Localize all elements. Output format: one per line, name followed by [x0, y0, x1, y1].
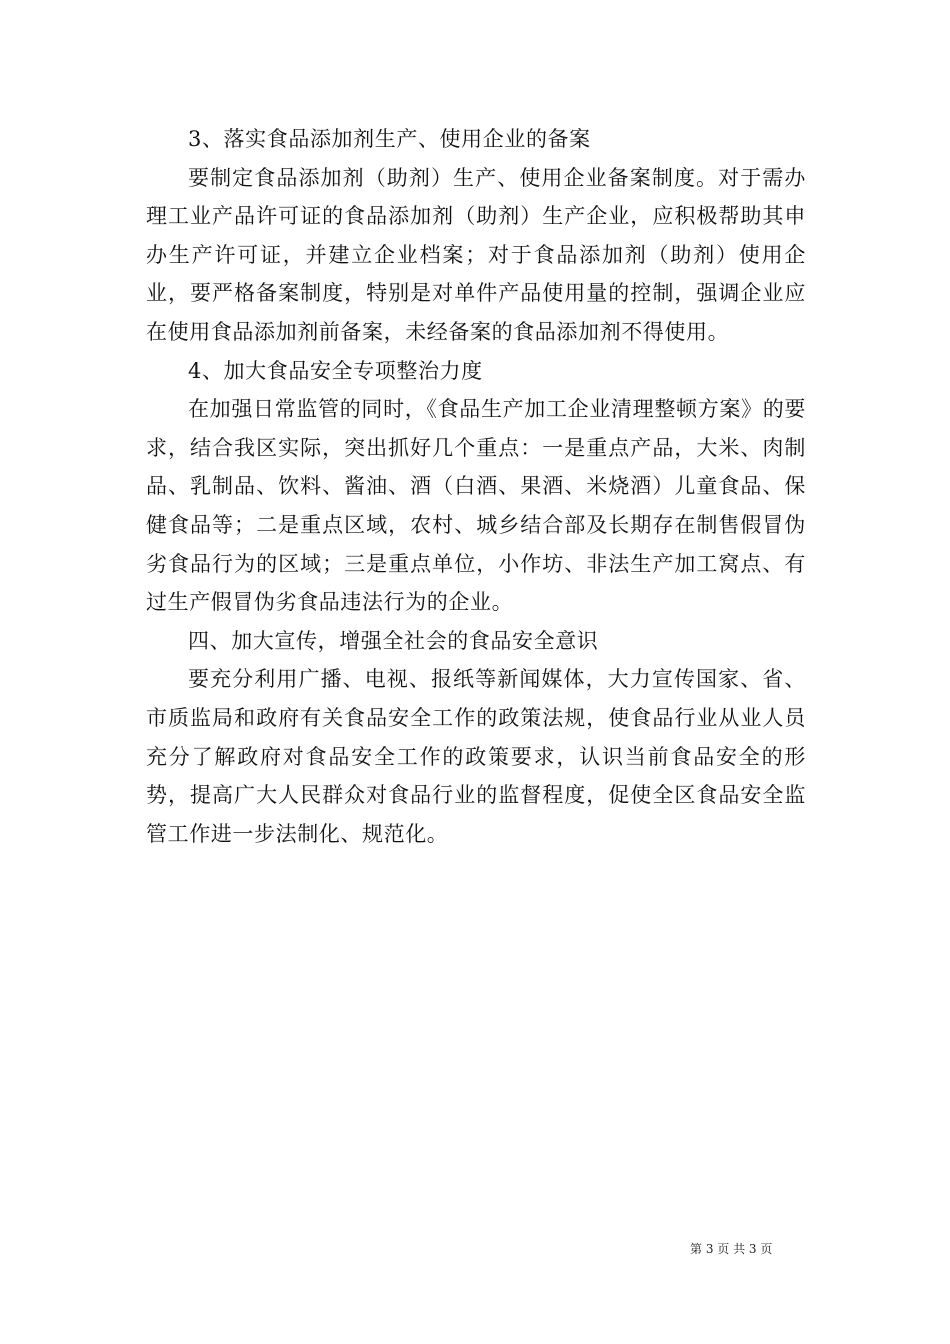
- page-number-footer: 第 3 页 共 3 页: [690, 1242, 773, 1256]
- section-heading-3: 3、落实食品添加剂生产、使用企业的备案: [188, 127, 591, 151]
- paragraph-filing-system: 要制定食品添加剂（助剂）生产、使用企业备案制度。对于需办理工业产品许可证的食品添加剂（助剂）生产企业，应积极帮助其申办生产许可证，并建立企业档案；对于食品添加剂（助剂）使用企业，要严格备案制度，特别是对单件产品使用量的控制，强调企业应在使用食品添加剂前备案，未经备案的食品添加剂不得使用。: [146, 165, 806, 344]
- document-body: [146, 120, 806, 853]
- section-heading-4: 4、加大食品安全专项整治力度: [188, 358, 483, 383]
- paragraph-special-rectification: 在加强日常监管的同时，《食品生产加工企业清理整顿方案》的要求，结合我区实际，突出抓好几个重点：一是重点产品，大米、肉制品、乳制品、饮料、酱油、酒（白酒、果酒、米烧酒）儿童食品、保健食品等；二是重点区域，农村、城乡结合部及长期存在制售假冒伪劣食品行为的区域；三是重点单位，小作坊、非法生产加工窝点、有过生产假冒伪劣食品违法行为的企业。: [146, 397, 806, 615]
- section-heading-publicity: 四、加大宣传，增强全社会的食品安全意识: [188, 628, 599, 653]
- paragraph-publicity: 要充分利用广播、电视、报纸等新闻媒体，大力宣传国家、省、市质监局和政府有关食品安全工作的政策法规，使食品行业从业人员充分了解政府对食品安全工作的政策要求，认识当前食品安全的形势，提高广大人民群众对食品行业的监督程度，促使全区食品安全监管工作进一步法制化、规范化。: [146, 667, 806, 846]
